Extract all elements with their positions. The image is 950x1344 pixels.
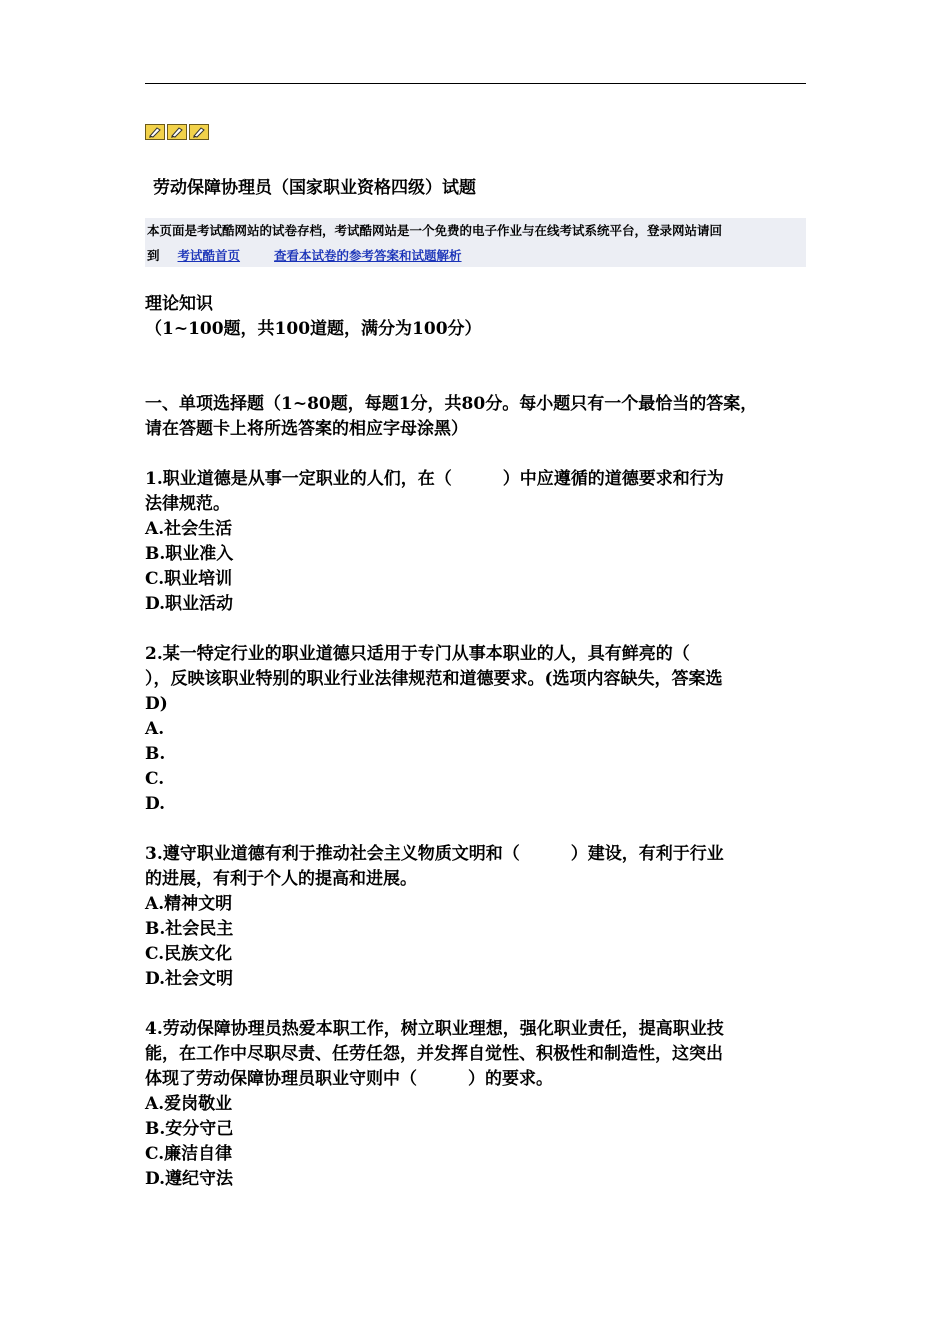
- archive-notice: [145, 218, 806, 267]
- question-text: 4.劳动保障协理员热爱本职工作，树立职业理想，强化职业责任，提高职业技: [145, 1019, 724, 1039]
- notice-text: 本页面是考试酷网站的试卷存档，考试酷网站是一个免费的电子作业与在线考试系统平台，登录网站请回: [147, 223, 723, 238]
- part-instructions: 请在答题卡上将所选答案的相应字母涂黑）: [145, 419, 468, 439]
- part-instructions: 一、单项选择题（1~80题，每题1分，共80分。每小题只有一个最恰当的答案，: [145, 394, 758, 414]
- question-text: 体现了劳动保障协理员职业守则中（ ）的要求。: [145, 1069, 553, 1089]
- answer-option: A.社会生活: [145, 519, 233, 539]
- answer-option: C.职业培训: [145, 569, 233, 589]
- answer-option: D.遵纪守法: [145, 1169, 234, 1189]
- top-divider: [145, 83, 806, 84]
- question: [145, 1017, 810, 1192]
- question-text: D): [145, 694, 168, 714]
- answer-option: B.社会民主: [145, 919, 234, 939]
- notice-links-line: [147, 243, 804, 268]
- answers-link[interactable]: 查看本试卷的参考答案和试题解析: [274, 248, 462, 263]
- question-text: ），反映该职业特别的职业行业法律规范和道德要求。(选项内容缺失，答案选: [145, 669, 723, 689]
- pencil-icon[interactable]: [167, 124, 187, 140]
- question-text: 1.职业道德是从事一定职业的人们，在（ ）中应遵循的道德要求和行为: [145, 469, 724, 489]
- page-title: 劳动保障协理员（国家职业资格四级）试题: [153, 178, 476, 198]
- home-link[interactable]: 考试酷首页: [177, 248, 241, 263]
- answer-option: B.安分守己: [145, 1119, 234, 1139]
- section-subheading: （1~100题，共100道题，满分为100分）: [145, 319, 482, 339]
- question: [145, 642, 810, 817]
- toolbar: [145, 124, 209, 140]
- question: [145, 467, 810, 617]
- question-text: 3.遵守职业道德有利于推动社会主义物质文明和（ ）建设，有利于行业: [145, 844, 724, 864]
- pencil-icon[interactable]: [189, 124, 209, 140]
- answer-option: A.爱岗敬业: [145, 1094, 233, 1114]
- answer-option: D.: [145, 794, 166, 814]
- pencil-icon[interactable]: [145, 124, 165, 140]
- answer-option: B.职业准入: [145, 544, 234, 564]
- question-text: 2.某一特定行业的职业道德只适用于专门从事本职业的人，具有鲜亮的（: [145, 644, 690, 664]
- section-heading: 理论知识: [145, 294, 213, 314]
- question: [145, 842, 810, 992]
- answer-option: A.: [145, 719, 165, 739]
- question-text: 的进展，有利于个人的提高和进展。: [145, 869, 417, 889]
- notice-prefix: 到: [147, 248, 160, 263]
- answer-option: D.社会文明: [145, 969, 234, 989]
- question-text: 能，在工作中尽职尽责、任劳任怨，并发挥自觉性、积极性和制造性，这突出: [145, 1044, 723, 1064]
- answer-option: A.精神文明: [145, 894, 233, 914]
- exam-content: [145, 292, 810, 1192]
- answer-option: B.: [145, 744, 166, 764]
- answer-option: C.廉洁自律: [145, 1144, 233, 1164]
- answer-option: C.: [145, 769, 165, 789]
- answer-option: C.民族文化: [145, 944, 233, 964]
- question-text: 法律规范。: [145, 494, 230, 514]
- answer-option: D.职业活动: [145, 594, 234, 614]
